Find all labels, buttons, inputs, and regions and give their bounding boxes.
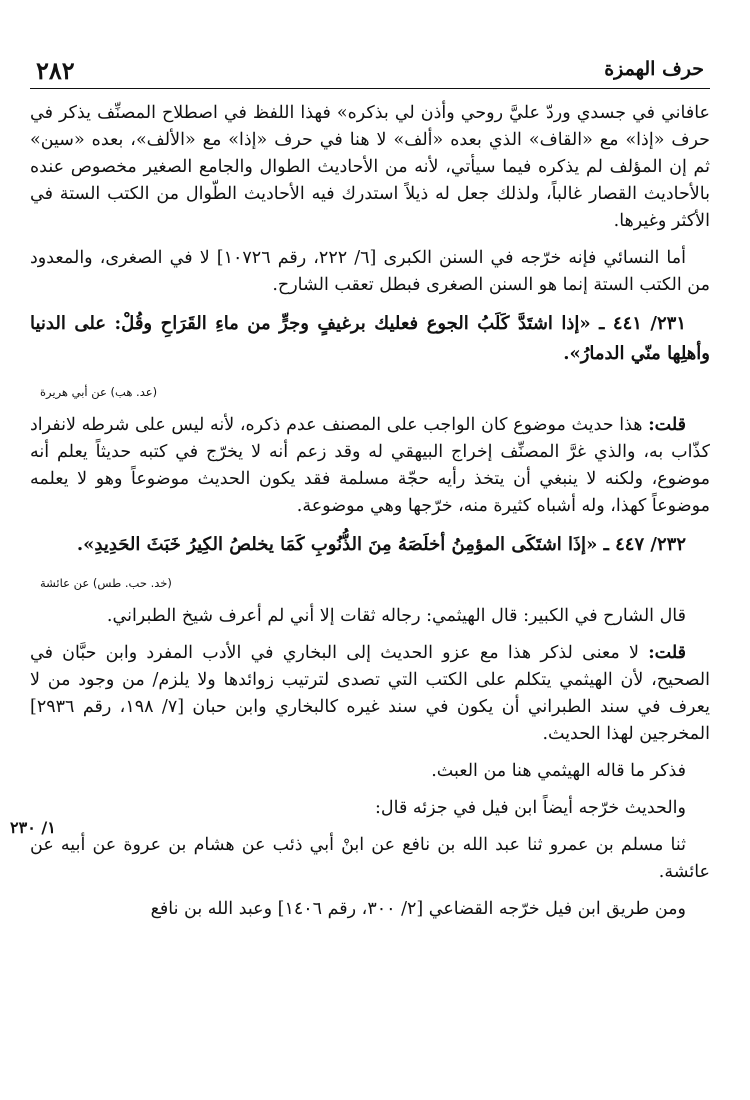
paragraph-4: فذكر ما قاله الهيثمي هنا من العبث. xyxy=(431,761,686,781)
qult-label: قلت: xyxy=(648,415,686,435)
paragraph-5: والحديث خرّجه أيضاً ابن فيل في جزئه قال: xyxy=(375,798,686,818)
paragraph-7: ومن طريق ابن فيل خرّجه القضاعي [٢/ ٣٠٠، رقم ١٤٠٦] وعبد الله بن نافع xyxy=(150,899,686,919)
qult-paragraph-2 xyxy=(30,640,710,748)
margin-reference: ١/ ٢٣٠ xyxy=(10,818,56,837)
qult-paragraph-1 xyxy=(30,412,710,520)
paragraph-3: قال الشارح في الكبير: قال الهيثمي: رجاله ثقات إلا أني لم أعرف شيخ الطبراني. xyxy=(106,606,686,626)
page-header xyxy=(30,58,710,89)
qult-label: قلت: xyxy=(648,643,686,663)
paragraph-1: عافاني في جسدي وردّ عليَّ روحي وأذن لي بذكره» فهذا اللفظ في اصطلاح المصنِّف يذكر في حرف «إذا» مع «القاف» الذي بعده «ألف» لا هنا في حرف «إذا» مع «الألف»، بعده «سين» ثم إن المؤلف لم يذكره فيما سيأتي، لأنه من الأحاديث الطوال والجامع الصغير مخصوص عنده بالأحاديث القصار غالباً، ولذلك جعل له ذيلاً استدرك فيه الأحاديث الطّوال من الكتب الستة في الأكثر وغيرها. xyxy=(30,103,710,231)
qult-text: لا معنى لذكر هذا مع عزو الحديث إلى البخاري في الأدب المفرد وابن حبَّان في الصحيح، لأن الهيثمي يتكلم على الكتب التي تصدى لترتيب زوائدها ولا يلزم/ من وجود من لا يعرف في سند الطبراني أن يكون في سند غيره كالبخاري وابن حبان [٧/ ١٩٨، رقم ٢٩٣٦] المخرجين لهذا الحديث. xyxy=(30,643,710,744)
paragraph-2: أما النسائي فإنه خرّجه في السنن الكبرى [٦/ ٢٢٢، رقم ١٠٧٢٦] لا في الصغرى، والمعدود من الكتب الستة إنما هو السنن الصغرى فبطل تعقب الشارح. xyxy=(30,248,710,295)
hadith-231: ٢٣١/ ٤٤١ ـ «إذا اشتَدَّ كَلَبُ الجوع فعليك برغيفٍ وجرٍّ من ماءِ القَرَاحِ وقُلْ: على الدنيا وأهلِها منّي الدمارُ». xyxy=(30,313,710,364)
chapter-title: حرف الهمزة xyxy=(604,58,704,80)
hadith-232-source: (خد. حب. طس) عن عائشة xyxy=(40,576,172,590)
hadith-232: ٢٣٢/ ٤٤٧ ـ «إذَا اشتَكَى المؤمِنُ أخلَصَهُ مِنَ الذُّنُوبِ كَمَا يخلصُ الكِيرُ خَبَثَ الحَدِيدِ». xyxy=(76,534,686,555)
page-body xyxy=(30,100,710,933)
paragraph-6: ثنا مسلم بن عمرو ثنا عبد الله بن نافع عن ابنْ أبي ذئب عن هشام بن عروة عن أبيه عن عائشة. xyxy=(30,835,710,882)
page-number: ٢٨٢ xyxy=(36,56,75,85)
qult-text: هذا حديث موضوع كان الواجب على المصنف عدم ذكره، لأنه ليس على شرطه لانفراد كذّاب به، والذي غرَّ المصنِّف إخراج البيهقي له وقد زعم أنه لا يخرّج في كتبه حديثاً يعلم أنه موضوع، ولكنه لا ينبغي أن يتخذ رأيه حجّة مسلمة فقد يكون الحديث موضوعاً وهو لا يعلمه موضوعاً كهذا، وله أشباه كثيرة منه، خرّجها وهي موضوعة. xyxy=(30,415,710,516)
hadith-231-source: (عد. هب) عن أبي هريرة xyxy=(40,385,158,399)
